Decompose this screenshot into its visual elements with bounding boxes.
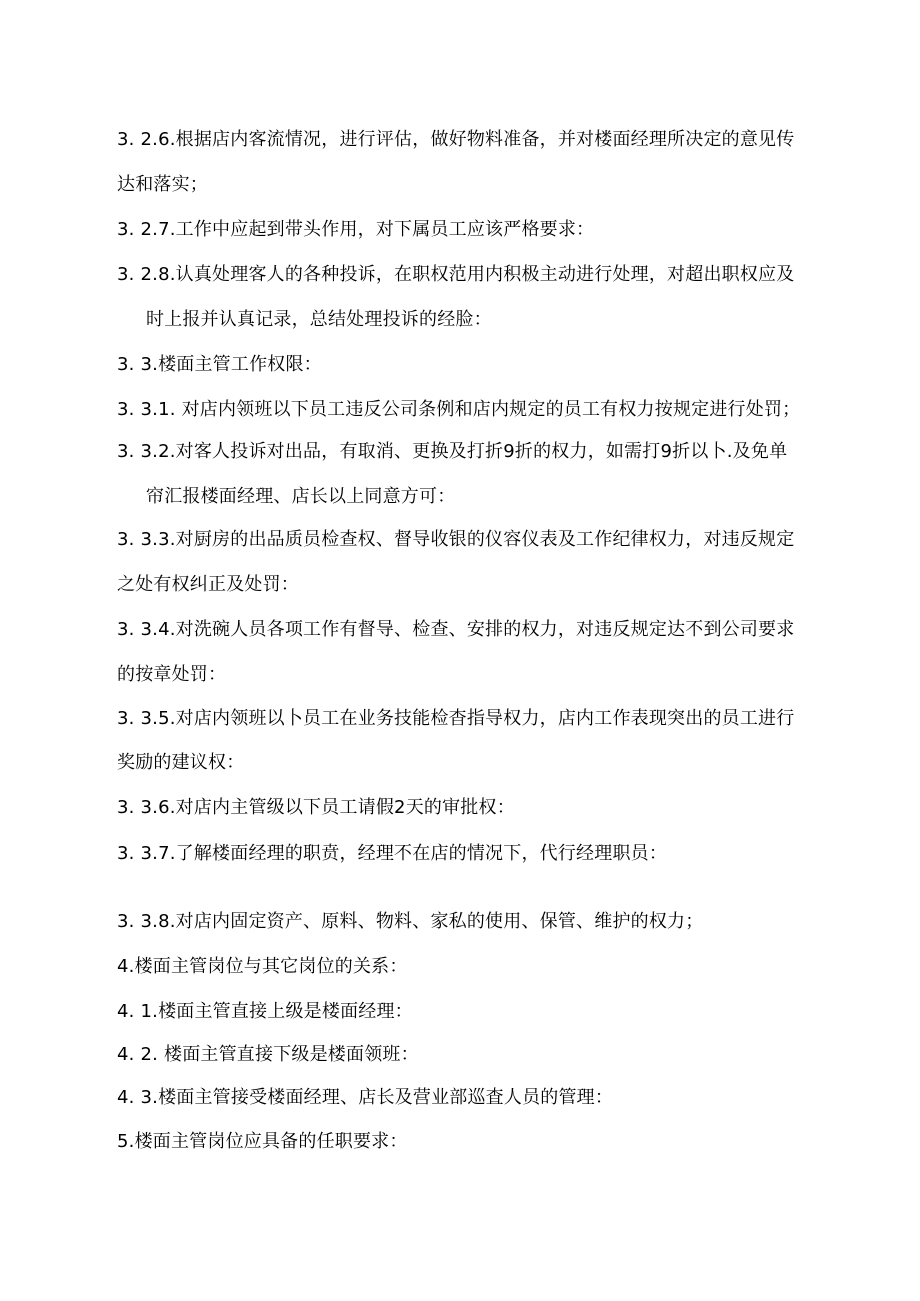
text-line: 4.楼面主管岗位与其它岗位的关系： (117, 956, 408, 977)
text-line: 3. 3.8.对店内固定资产、原料、物料、家私的使用、保管、维护的权力； (117, 911, 704, 932)
text-line: 3. 3.6.对店内主管级以下员工请假2天的审批权： (117, 797, 515, 818)
text-line: 帘汇报楼面经理、店长以上同意方可： (146, 486, 456, 507)
text-line: 之处有权纠正及处罚： (117, 574, 299, 595)
text-line: 达和落实； (117, 174, 208, 195)
text-line: 3. 3.3.对厨房的出品质员检查权、督导收银的仪容仪表及工作纪律权力，对违反规定 (117, 529, 795, 550)
text-line: 的按章处罚： (117, 664, 227, 685)
text-line: 3. 2.6.根据店内客流情况，进行评估，做好物料准备，并对楼面经理所决定的意见传 (117, 129, 795, 150)
text-line: 4. 3.楼面主管接受楼面经理、店长及营业部巡査人员的管理： (117, 1087, 614, 1108)
text-line: 3. 2.7.工作中应起到带头作用，对下属员工应该严格要求： (117, 219, 595, 240)
text-line: 5.楼面主管岗位应具备的任职要求： (117, 1131, 408, 1152)
text-line: 3. 3.4.对洗碗人员各项工作有督导、检查、安排的权力，对违反规定达不到公司要求 (117, 619, 795, 640)
text-line: 4. 2. 楼面主管直接下级是楼面领班： (117, 1044, 419, 1065)
text-line: 4. 1.楼面主管直接上级是楼面经理： (117, 1001, 413, 1022)
text-line: 3. 3.2.对客人投诉对出品，有取消、更换及打折9折的权力，如需打9折以卜.及免单 (117, 441, 788, 462)
text-line: 3. 3.7.了解楼面经理的职贲，经理不在店的情况下，代行经理职员： (117, 843, 668, 864)
text-line: 时上报并认真记录，总结处理投诉的经脸： (146, 309, 492, 330)
text-line: 3. 2.8.认真处理客人的各种投诉，在职权范用内积极主动进行处理，对超出职权应及 (117, 264, 795, 285)
text-line: 3. 3.楼面主管工作权限： (117, 354, 322, 375)
text-line: 3. 3.5.对店内领班以卜员工在业务技能检杳指导权力，店内工作表现突出的员工进行 (117, 708, 795, 729)
text-line: 奖励的建议权： (117, 752, 245, 773)
text-line: 3. 3.1. 对店内领班以下员工违反公司条例和店内规定的员工有权力按规定进行处罚； (117, 399, 801, 420)
